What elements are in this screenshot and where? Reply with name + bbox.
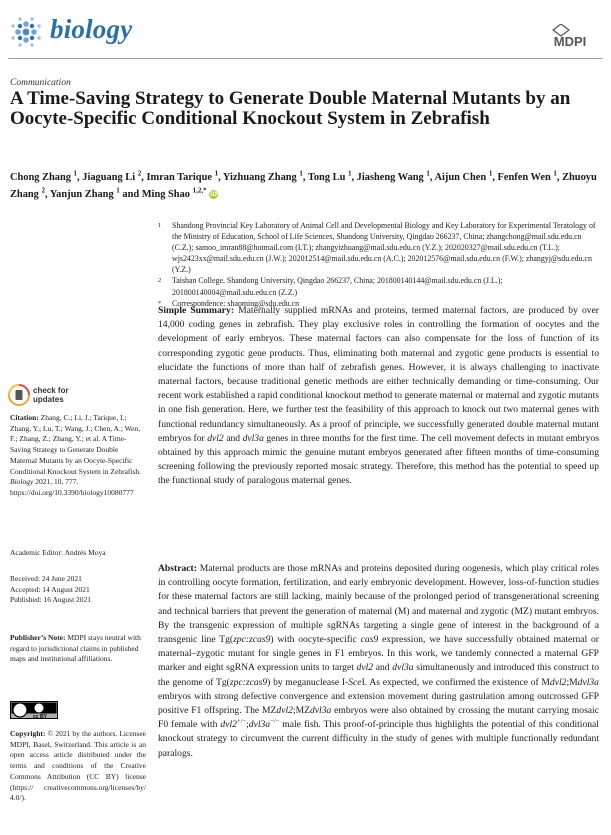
doi-link[interactable]: 2021, 10, 777. https://doi.org/10.3390/biology10080777	[10, 477, 134, 497]
check-for-updates-icon	[8, 384, 30, 406]
affiliation-text: Shandong Provincial Key Laboratory of Animal Cell and Developmental Biology and Key Laboratory for Experimental Teratology of the Ministry of Education, School of Life Sciences, Shandong University, Qingdao 266237, China; zhangchong@mail.sdu.edu.cn (C.Z.); samoo_imran88@hotmail.com (I.T.); zhangyizhuang@mail.sdu.edu.cn (Y.Z.); 202020327@mail.sdu.edu.cn (T.L.); wjs2423xx@mail.sdu.edu.cn (J.W.); 202012514@mail.sdu.edu.cn (A.C.); 202012576@mail.sdu.edu.cn (F.W.); zhangyj@sdu.edu.cn (Y.Z.)	[172, 221, 596, 275]
affiliation-number: 2	[158, 277, 162, 285]
received-date: Received: 24 June 2021	[10, 574, 82, 583]
academic-editor: Academic Editor: Andrés Moya	[10, 548, 106, 557]
orcid-icon[interactable]: iD	[210, 190, 218, 198]
mdpi-logo-text: MDPI	[553, 34, 587, 48]
journal-name: biology	[50, 14, 133, 44]
citation-block: Citation: Zhang, C.; Li, J.; Tarique, I.; Zhang, Y.; Lu, T.; Wang, J.; Chen, A.; Wen, F.; Zhang, Z.; Zhang, Y.; et al. A Time-Saving Strategy to Generate Double Maternal Mutants by an Oocyte-Specific Conditional Knockout System in Zebrafish. Biology 2021, 10, 777. https://doi.org/10.3390/biology10080777	[10, 413, 142, 497]
author-name: Imran Tarique	[146, 172, 212, 183]
simple-summary: Simple Summary: Maternally supplied mRNAs and proteins, termed maternal factors, are produced by over 14,000 coding genes in zebrafish. They play exclusive roles in controlling the formation of oocytes and the development of early embryos. These maternal factors can also compensate for the loss of function of its corresponding zygotic gene products. Thus, eliminating both maternal and zygotic gene products is essential to elucidate the functions of more than half of zebrafish genes. However, it is always challenging to inactivate maternal factors, because traditional genetic methods are either technically demanding or time-consuming. Our recent work established a rapid conditional knockout method to generate maternal or maternal and zygotic mutants in one fish generation. Here, we further test the feasibility of this approach to knock out two maternal genes with functional redundancy simultaneously. As a proof of principle, we successfully generated double maternal mutant embryos for dvl2 and dvl3a genes in three months for the first time. The cell movement defects in mutant embryos obtained by this approach mimic the genuine mutant embryos generated after fifteen months of time-consuming screening following the previously reported mosaic strategy. Therefore, this method has the potential to speed up the functional study of paralogous maternal genes.	[158, 305, 599, 487]
author-name: Fenfen Wen	[497, 172, 551, 183]
publisher-note: Publisher’s Note: MDPI stays neutral with regard to jurisdictional claims in published maps and institutional affiliations.	[10, 633, 141, 664]
author-affiliation-marker: 1	[116, 186, 120, 195]
author-name: Jiaguang Li	[82, 172, 136, 183]
affiliations	[158, 220, 598, 309]
author-separator: ,	[351, 172, 355, 183]
author-affiliation-marker: 1	[347, 169, 352, 178]
article-type: Communication	[10, 78, 71, 88]
affiliation-number: *	[158, 299, 162, 307]
author-separator: ,	[429, 172, 433, 183]
mdpi-logo	[541, 24, 599, 48]
affiliation-text: Correspondence: shaoming@sdu.edu.cn	[172, 298, 300, 308]
check-for-updates-label: check for updates	[33, 386, 69, 404]
author-affiliation-marker: 1	[426, 169, 430, 178]
abstract: Abstract: Maternal products are those mRNAs and proteins deposited during oogenesis, which play critical roles in controlling oocyte formation, fertilization, and early embryonic development. However, loss-of-function studies for these maternal factors are still lacking, mainly because of the prolonged period of transgenerational screening and technical barriers that prevent the generation of maternal (M) and maternal and zygotic (MZ) mutant embryos. By the transgenic expression of multiple sgRNAs targeting a single gene of interest in the background of a transgenic line Tg(zpc:zcas9) with oocyte-specific cas9 expression, we have successfully obtained maternal or maternal–zygotic mutant for single genes in F1 embryos. In this work, we tandemly connected a maternal GFP marker and eight sgRNA expression units to target dvl2 and dvl3a simultaneously and introduced this construct to the genome of Tg(zpc:zcas9) by meganuclease I-SceI. As expected, we confirmed the existence of Mdvl2;Mdvl3a embryos with strong defective convergence and extension movement during gastrulation among outcrossed GFP positive F1 offspring. The MZdvl2;MZdvl3a embryos were also obtained by crossing the mutant carrying mosaic F0 female with dvl2+/−;dvl3a−/− male fish. This proof-of-principle thus highlights the potential of this conditional knockout strategy to circumvent the current difficulty in the study of genes with multiple functionally redundant paralogs.	[158, 563, 600, 759]
cc-badge-text: cc BY	[33, 714, 47, 719]
author-affiliation-marker: 1	[73, 169, 78, 178]
author-name: Aijun Chen	[434, 172, 487, 183]
copyright-notice: Copyright: © 2021 by the authors. Licensee MDPI, Basel, Switzerland. This article is an open access article distributed under the terms and conditions of the Creative Commons Attribution (CC BY) license (https:// creativecommons.org/licenses/by/ 4.0/).	[10, 729, 147, 803]
author-name: Zhuoyu Zhang	[10, 172, 597, 200]
header-divider	[8, 58, 603, 59]
author-separator: ,	[302, 172, 306, 183]
author-name: Chong Zhang	[10, 172, 71, 183]
author-affiliation-marker: 1,2,*	[192, 186, 207, 195]
article-title: A Time-Saving Strategy to Generate Double Maternal Mutants by an Oocyte-Specific Conditional Knockout System in Zebrafish	[10, 88, 571, 129]
author-list	[10, 170, 600, 203]
accepted-date: Accepted: 14 August 2021	[10, 584, 90, 594]
author-name: Ming Shao	[141, 188, 190, 200]
author-separator: ,	[141, 172, 144, 183]
author-separator: ,	[77, 172, 80, 183]
author-affiliation-marker: 1	[553, 169, 557, 178]
author-name: Tong Lu	[307, 172, 346, 183]
cc-by-license-icon[interactable]	[10, 701, 58, 719]
author-separator: ,	[492, 172, 495, 183]
published-date: Published: 16 August 2021	[10, 595, 92, 605]
author-joiner: and	[122, 188, 140, 200]
author-affiliation-marker: 2	[137, 169, 142, 178]
check-for-updates-button[interactable]	[8, 384, 88, 408]
author-name: Yizhuang Zhang	[222, 172, 297, 183]
author-affiliation-marker: 1	[214, 169, 219, 178]
affiliation-text: Taishan College, Shandong University, Qingdao 266237, China; 201800140144@mail.sdu.edu.cn (J.L.); 201800140004@mail.sdu.edu.cn (Z.Z.)	[172, 276, 503, 297]
affiliation-item	[158, 220, 598, 275]
author-separator: ,	[556, 172, 560, 183]
author-affiliation-marker: 2	[41, 186, 45, 195]
author-separator: ,	[45, 188, 48, 200]
author-separator: ,	[218, 172, 221, 183]
author-name: Jiasheng Wang	[356, 172, 424, 183]
journal-logo-icon	[8, 14, 44, 50]
affiliation-item	[158, 275, 598, 297]
affiliation-number: 1	[158, 222, 162, 229]
author-affiliation-marker: 1	[488, 169, 493, 178]
dates-block	[10, 574, 146, 606]
author-affiliation-marker: 1	[299, 169, 303, 178]
author-name: Yanjun Zhang	[49, 188, 114, 200]
